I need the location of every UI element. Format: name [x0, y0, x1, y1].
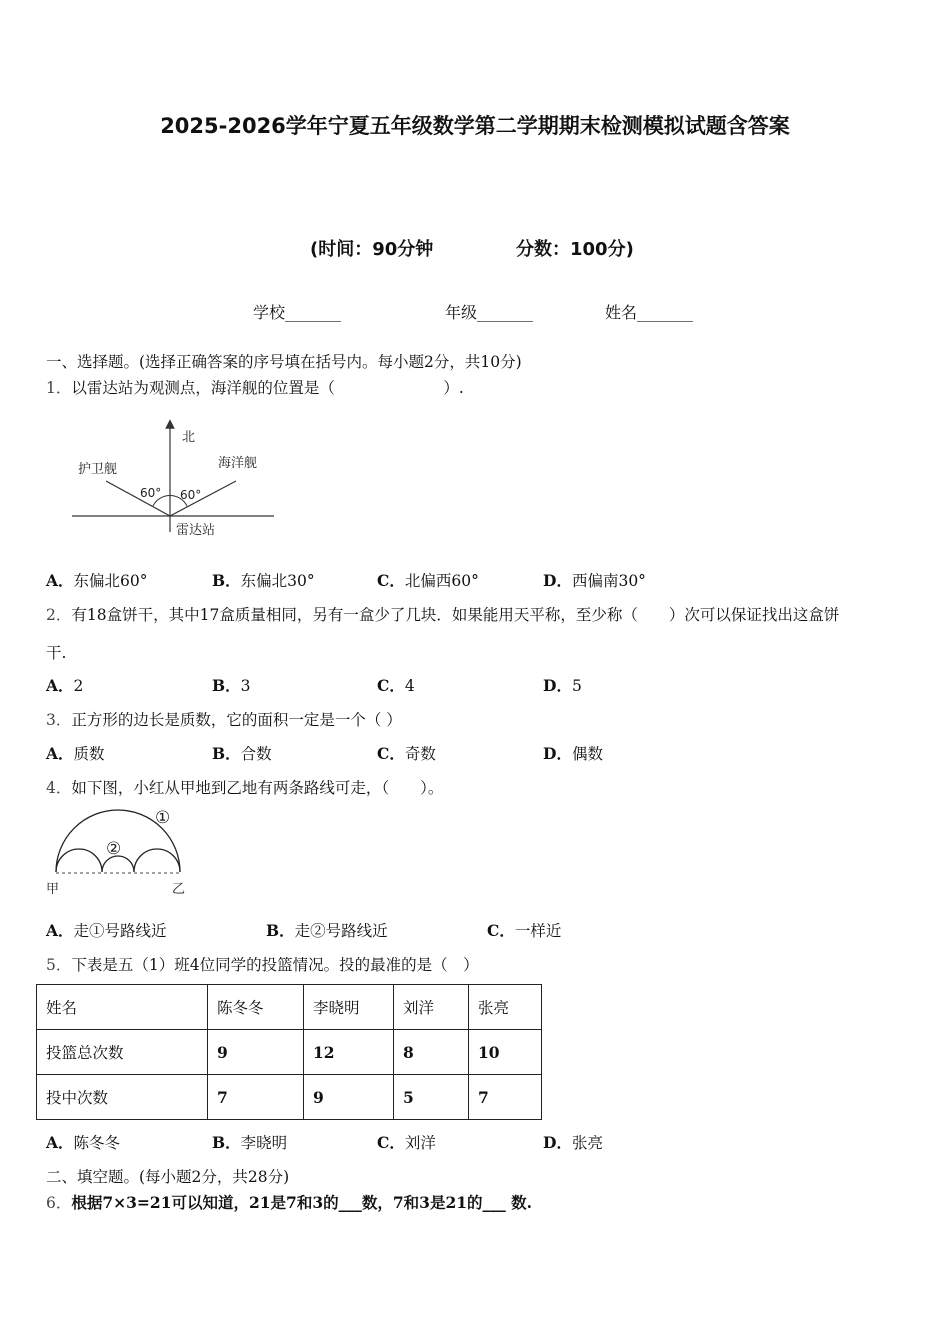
question-text: 有18盒饼干，其中17盒质量相同，另有一盒少了几块．如果能用天平称，至少称（ ）次可以保证找出这盒饼: [71, 606, 840, 624]
option-b: B．东偏北30°: [212, 571, 315, 590]
table-cell: 9: [208, 1030, 304, 1075]
question-2: [46, 603, 839, 625]
question-2-continuation: 干.: [46, 644, 67, 662]
table-header-cell: 陈冬冬: [208, 985, 304, 1030]
option-c: C．刘洋: [377, 1133, 436, 1152]
question-text: 以雷达站为观测点，海洋舰的位置是（ ）.: [71, 379, 464, 397]
name-field: 姓名_______: [605, 303, 694, 322]
school-field: 学校_______: [253, 303, 342, 322]
table-header-row: [37, 985, 542, 1030]
table-header-cell: 姓名: [37, 985, 208, 1030]
option-a: A．陈冬冬: [46, 1133, 121, 1152]
option-a: A．质数: [46, 744, 105, 763]
question-text: 下表是五（1）班4位同学的投篮情况。投的最准的是（ ）: [71, 956, 479, 974]
question-text: 如下图，小红从甲地到乙地有两条路线可走，（ ）。: [71, 779, 444, 797]
radar-diagram: [60, 412, 290, 547]
exam-time: (时间：90分钟: [310, 239, 434, 260]
question-3: [46, 708, 402, 730]
option-c: C．奇数: [377, 744, 436, 763]
table-header-cell: 刘洋: [394, 985, 469, 1030]
option-a: A．东偏北60°: [46, 571, 148, 590]
station-label: 雷达站: [176, 523, 216, 538]
option-a: A．2: [46, 676, 84, 695]
question-1: [46, 376, 464, 398]
question-number: 6．: [46, 1194, 72, 1212]
question-4: [46, 776, 443, 798]
option-c: C．4: [377, 676, 415, 695]
option-b: B．走②号路线近: [266, 921, 388, 940]
option-d: D．西偏南30°: [543, 571, 646, 590]
table-cell: 7: [469, 1075, 542, 1120]
question-number: 5．: [46, 956, 72, 974]
option-d: D．张亮: [543, 1133, 603, 1152]
option-d: D．偶数: [543, 744, 603, 763]
grade-field: 年级_______: [445, 303, 534, 322]
question-number: 1．: [46, 379, 72, 397]
option-c: C．北偏西60°: [377, 571, 479, 590]
table-cell: 5: [394, 1075, 469, 1120]
route-2-arc-right: [134, 849, 180, 872]
section2-heading: 二、填空题。(每小题2分，共28分): [46, 1168, 290, 1186]
escort-ship-label: 护卫舰: [78, 462, 118, 477]
start-label: 甲: [46, 882, 60, 897]
end-label: 乙: [172, 882, 186, 897]
question-text: 根据7×3=21可以知道，21是7和3的___数，7和3是21的___ 数.: [71, 1193, 533, 1212]
table-cell: 投中次数: [37, 1075, 208, 1120]
route-1-label: ①: [155, 808, 171, 828]
route-2-label: ②: [106, 839, 122, 859]
table-row: [37, 1030, 542, 1075]
section1-heading: 一、选择题。(选择正确答案的序号填在括号内。每小题2分，共10分): [46, 353, 522, 371]
option-c: C．一样近: [487, 921, 562, 940]
north-label: 北: [182, 430, 196, 445]
table-cell: 8: [394, 1030, 469, 1075]
angle-left-label: 60°: [140, 486, 162, 500]
question-number: 2．: [46, 606, 72, 624]
option-b: B．李晓明: [212, 1133, 288, 1152]
table-row: [37, 1075, 542, 1120]
table-cell: 12: [304, 1030, 394, 1075]
table-cell: 投篮总次数: [37, 1030, 208, 1075]
route-diagram: [44, 802, 194, 898]
shooting-table: [36, 984, 542, 1120]
question-6: [46, 1191, 532, 1213]
table-header-cell: 李晓明: [304, 985, 394, 1030]
question-text: 正方形的边长是质数，它的面积一定是一个（ ）: [71, 711, 402, 729]
ocean-ship-label: 海洋舰: [218, 456, 258, 471]
question-number: 4．: [46, 779, 72, 797]
option-a: A．走①号路线近: [46, 921, 167, 940]
exam-score: 分数：100分): [516, 239, 634, 260]
table-header-cell: 张亮: [469, 985, 542, 1030]
page-title: 2025-2026学年宁夏五年级数学第二学期期末检测模拟试题含答案: [160, 114, 790, 138]
option-b: B．合数: [212, 744, 272, 763]
table-cell: 7: [208, 1075, 304, 1120]
angle-right-label: 60°: [180, 488, 202, 502]
option-d: D．5: [543, 676, 582, 695]
route-2-arc-left: [56, 849, 102, 872]
question-number: 3．: [46, 711, 72, 729]
option-b: B．3: [212, 676, 251, 695]
table-cell: 9: [304, 1075, 394, 1120]
table-cell: 10: [469, 1030, 542, 1075]
question-5: [46, 953, 479, 975]
